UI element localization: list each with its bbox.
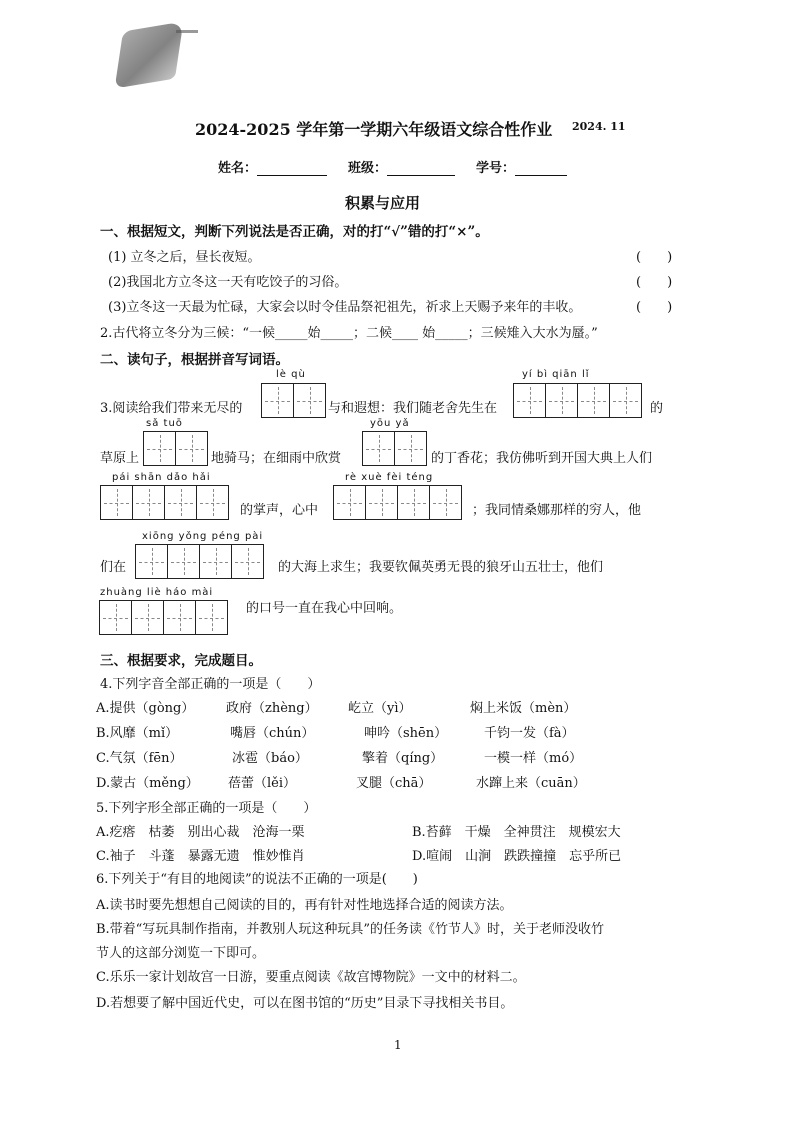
q6-option-c: C.乐乐一家计划故宫一日游，要重点阅读《故宫博物院》一文中的材料二。 <box>96 970 526 985</box>
page-number: 1 <box>394 1038 402 1052</box>
id-blank[interactable] <box>515 161 567 176</box>
q4-option-a-1: A.提供（gòng） <box>96 701 195 716</box>
answer-bracket-3[interactable]: ( ) <box>636 300 673 315</box>
writing-grid-youya[interactable] <box>362 431 427 466</box>
writing-grid-xiongyongpengpai[interactable] <box>135 544 264 579</box>
q3-text-3: 的 <box>650 401 664 416</box>
q4-option-d-2: 蓓蕾（lěi） <box>228 776 297 791</box>
q6-option-d: D.若想要了解中国近代史，可以在图书馆的“历史”目录下寻找相关书目。 <box>96 996 514 1011</box>
part1-item-3: (3)立冬这一天最为忙碌，大家会以时令佳品祭祀祖先，祈求上天赐予来年的丰收。 <box>108 300 582 315</box>
class-blank[interactable] <box>387 161 455 176</box>
class-label: 班级： <box>348 161 388 176</box>
q4-option-c-4: 一模一样（mó） <box>484 751 583 766</box>
page-title: 2024-2025 学年第一学期六年级语文综合性作业 <box>195 120 553 139</box>
q3-text-1: 3.阅读给我们带来无尽的 <box>100 401 243 416</box>
q5-option-b: B.苔藓 干燥 全神贯注 规模宏大 <box>412 825 621 840</box>
id-field[interactable] <box>476 157 567 176</box>
q6-option-b: B.带着“写玩具制作指南，并教别人玩这种玩具”的任务读《竹节人》时，关于老师没收竹 <box>96 922 604 937</box>
answer-bracket-1[interactable]: ( ) <box>636 250 673 265</box>
question-6: 6.下列关于“有目的地阅读”的说法不正确的一项是( ) <box>96 872 418 887</box>
q4-option-c-1: C.气氛（fēn） <box>96 751 183 766</box>
q3-text-8: ；我同情桑娜那样的穷人，他 <box>472 503 642 518</box>
q4-option-d-4: 水蹿上来（cuān） <box>476 776 586 791</box>
q5-option-c: C.袖子 斗蓬 暴露无遗 惟妙惟肖 <box>96 849 305 864</box>
pinyin-satuo: sǎ tuō <box>146 418 183 429</box>
writing-grid-lequ[interactable] <box>261 383 326 418</box>
section-title: 积累与应用 <box>345 194 421 212</box>
pinyin-paishandaohai: pái shān dǎo hǎi <box>112 472 211 483</box>
q3-text-7: 的掌声，心中 <box>240 503 319 518</box>
q3-text-4: 草原上 <box>100 451 140 466</box>
q4-option-c-3: 擎着（qíng） <box>362 751 444 766</box>
pinyin-lequ: lè qù <box>276 369 306 380</box>
name-blank[interactable] <box>257 161 327 176</box>
q4-option-b-2: 嘴唇（chún） <box>230 726 315 741</box>
name-field[interactable] <box>218 157 327 176</box>
q4-option-a-4: 焖上米饭（mèn） <box>470 701 577 716</box>
q4-option-a-2: 政府（zhèng） <box>226 701 318 716</box>
question-2: 2.古代将立冬分为三候：“一候_____始_____；二候____ 始_____；三候雉入大水为蜃。” <box>100 326 598 341</box>
part1-item-2: (2)我国北方立冬这一天有吃饺子的习俗。 <box>108 275 348 290</box>
q4-option-c-2: 冰雹（báo） <box>232 751 308 766</box>
pinyin-zhuangliehaomai: zhuàng liè háo mài <box>100 587 214 598</box>
q5-option-a: A.疙瘩 枯萎 别出心裁 沧海一栗 <box>96 825 305 840</box>
title-date: 2024. 11 <box>572 120 626 133</box>
pinyin-rexuefeiteng: rè xuè fèi téng <box>345 472 434 483</box>
q4-option-b-3: 呻吟（shēn） <box>364 726 448 741</box>
writing-grid-yibiqianli[interactable] <box>513 383 642 418</box>
writing-grid-satuo[interactable] <box>143 431 208 466</box>
q4-option-d-3: 叉腿（chā） <box>356 776 432 791</box>
scan-smudge <box>115 21 184 88</box>
part1-item-1: (1) 立冬之后，昼长夜短。 <box>108 250 261 265</box>
q3-text-6: 的丁香花；我仿佛听到开国大典上人们 <box>431 451 653 466</box>
q4-option-b-1: B.风靡（mǐ） <box>96 726 179 741</box>
question-4: 4.下列字音全部正确的一项是（ ） <box>100 677 321 692</box>
class-field[interactable] <box>348 157 455 176</box>
q3-text-5: 地骑马；在细雨中欣赏 <box>211 451 342 466</box>
writing-grid-zhuangliehaomai[interactable] <box>99 600 228 635</box>
pinyin-yibiqianli: yí bì qiān lǐ <box>522 369 590 380</box>
q3-text-11: 的口号一直在我心中回响。 <box>246 601 403 616</box>
pinyin-youya: yōu yǎ <box>370 418 410 429</box>
writing-grid-paishandaohai[interactable] <box>100 485 229 520</box>
id-label: 学号： <box>476 161 516 176</box>
pinyin-xiongyongpengpai: xiōng yǒng péng pài <box>142 531 264 542</box>
question-5: 5.下列字形全部正确的一项是（ ） <box>96 801 317 816</box>
q3-text-9: 们在 <box>100 560 127 575</box>
part1-heading: 一、根据短文，判断下列说法是否正确，对的打“√”错的打“×”。 <box>100 224 489 240</box>
part2-heading: 二、读句子，根据拼音写词语。 <box>100 352 289 368</box>
q3-text-10: 的大海上求生；我要钦佩英勇无畏的狼牙山五壮士，他们 <box>278 560 604 575</box>
q4-option-a-3: 屹立（yì） <box>348 701 412 716</box>
part3-heading: 三、根据要求，完成题目。 <box>100 653 262 669</box>
q6-option-b-cont: 节人的这部分浏览一下即可。 <box>96 946 266 961</box>
writing-grid-rexuefeiteng[interactable] <box>333 485 462 520</box>
q6-option-a: A.读书时要先想想自己阅读的目的，再有针对性地选择合适的阅读方法。 <box>96 898 513 913</box>
q4-option-d-1: D.蒙古（měng） <box>96 776 199 791</box>
answer-bracket-2[interactable]: ( ) <box>636 275 673 290</box>
q4-option-b-4: 千钧一发（fà） <box>484 726 575 741</box>
name-label: 姓名： <box>218 161 258 176</box>
q3-text-2: 与和遐想：我们随老舍先生在 <box>328 401 498 416</box>
q5-option-d: D.喧闹 山涧 跌跌撞撞 忘乎所已 <box>412 849 622 864</box>
scan-mark <box>176 30 198 33</box>
